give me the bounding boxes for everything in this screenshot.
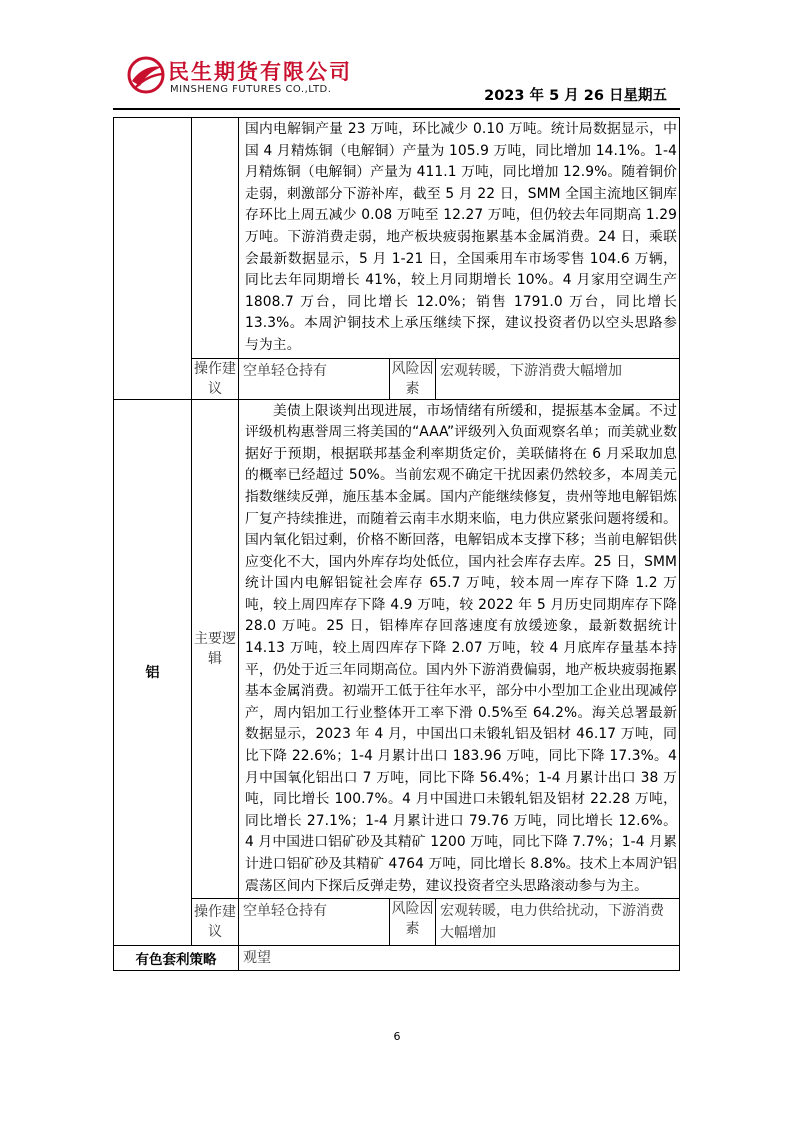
aluminum-risk-label: 风险因素 [390, 899, 436, 946]
copper-logic-label-cell [192, 118, 239, 359]
copper-risk-label: 风险因素 [390, 358, 436, 399]
page-header [0, 0, 794, 110]
copper-category-cell [114, 118, 192, 400]
header-divider [113, 108, 680, 110]
strategy-row [114, 946, 680, 971]
strategy-label: 有色套利策略 [114, 946, 239, 971]
copper-logic-row [114, 118, 680, 359]
company-logo [126, 55, 356, 103]
copper-operation-row [114, 358, 680, 399]
metals-analysis-table [113, 117, 680, 971]
aluminum-logic-row [114, 399, 680, 899]
company-name-cn: 民生期货有限公司 [168, 60, 352, 84]
aluminum-op-label: 操作建议 [192, 899, 239, 946]
strategy-value: 观望 [239, 946, 680, 971]
copper-op-value: 空单轻仓持有 [239, 358, 390, 399]
aluminum-risk-value: 宏观转暖，电力供给扰动，下游消费大幅增加 [436, 899, 680, 946]
copper-op-label: 操作建议 [192, 358, 239, 399]
copper-risk-value: 宏观转暖，下游消费大幅增加 [436, 358, 680, 399]
aluminum-category: 铝 [114, 399, 192, 946]
page-number: 6 [393, 1030, 401, 1043]
aluminum-logic-label: 主要逻辑 [192, 399, 239, 899]
aluminum-logic-text: 美债上限谈判出现进展，市场情绪有所缓和，提振基本金属。不过评级机构惠誉周三将美国的“AAA”评级列入负面观察名单；而美就业数据好于预期，根据联邦基金利率期货定价，美联储将在 6 月采取加息的概率已经超过 50%。当前宏观不确定干扰因素仍然较多，本周美元指数继续反弹，施压基本金属。国内产能继续修复，贵州等地电解铝炼厂复产持续推进，而随着云南丰水期来临，电力供应紧张问题将缓和。国内氧化铝过剩，价格不断回落，电解铝成本支撑下移；当前电解铝供应变化不大，国内外库存均处低位，国内社会库存去库。25 日，SMM 统计国内电解铝锭社会库存 65.7 万吨，较本周一库存下降 1.2 万吨，较上周四库存下降 4.9 万吨，较 2022 年 5 月历史同期库存下降 28.0 万吨。25 日，铝棒库存回落速度有放缓迹象，最新数据统计 14.13 万吨，较上周四库存下降 2.07 万吨，较 4 月底库存量基本持平，仍处于近三年同期高位。国内外下游消费偏弱，地产板块疲弱拖累基本金属消费。初端开工低于往年水平，部分中小型加工企业出现减停产，周内铝加工行业整体开工率下滑 0.5%至 64.2%。海关总署最新数据显示，2023 年 4 月，中国出口未锻轧铝及铝材 46.17 万吨，同比下降 22.6%；1-4 月累计出口 183.96 万吨，同比下降 17.3%。4 月中国氧化铝出口 7 万吨，同比下降 56.4%；1-4 月累计出口 38 万吨，同比增长 100.7%。4 月中国进口未锻轧铝及铝材 22.28 万吨，同比增长 27.1%；1-4 月累计进口 79.76 万吨，同比增长 12.6%。4 月中国进口铝矿砂及其精矿 1200 万吨，同比下降 7.7%；1-4 月累计进口铝矿砂及其精矿 4764 万吨，同比增长 8.8%。技术上本周沪铝震荡区间内下探后反弹走势，建议投资者空头思路滚动参与为主。 [239, 399, 680, 899]
minsheng-logo-icon [126, 55, 166, 95]
aluminum-operation-row [114, 899, 680, 946]
company-name-en: MINSHENG FUTURES CO.,LTD. [170, 84, 332, 95]
copper-logic-text: 国内电解铜产量 23 万吨，环比减少 0.10 万吨。统计局数据显示，中国 4 月精炼铜（电解铜）产量为 105.9 万吨，同比增加 14.1%。1-4 月精炼铜（电解铜）产量为 411.1 万吨，同比增加 12.9%。随着铜价走弱，刺激部分下游补库，截至 5 月 22 日，SMM 全国主流地区铜库存环比上周五减少 0.08 万吨至 12.27 万吨，但仍较去年同期高 1.29 万吨。下游消费走弱，地产板块疲弱拖累基本金属消费。24 日，乘联会最新数据显示，5 月 1-21 日，全国乘用车市场零售 104.6 万辆，同比去年同期增长 41%，较上月同期增长 10%。4 月家用空调生产 1808.7 万台，同比增长 12.0%；销售 1791.0 万台，同比增长 13.3%。本周沪铜技术上承压继续下探，建议投资者仍以空头思路参与为主。 [239, 118, 680, 359]
aluminum-op-value: 空单轻仓持有 [239, 899, 390, 946]
report-date: 2023 年 5 月 26 日星期五 [484, 88, 667, 104]
